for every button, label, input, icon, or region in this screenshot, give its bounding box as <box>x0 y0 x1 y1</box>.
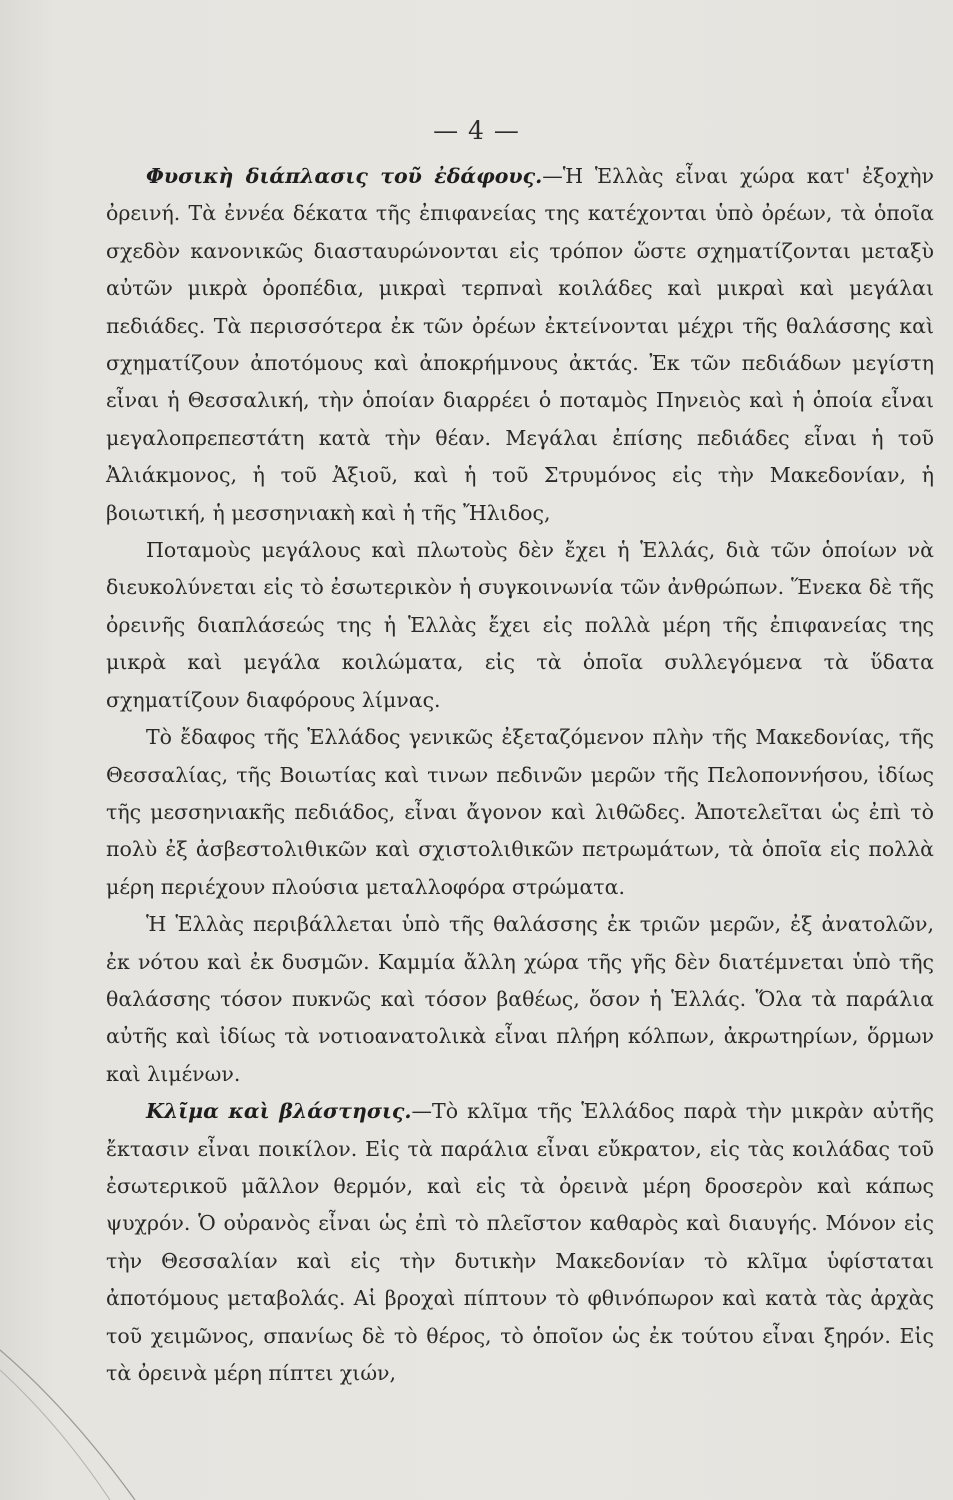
paragraph-rivers <box>106 532 934 719</box>
section-heading-climate: Κλῖμα καὶ βλάστησις. <box>146 1099 412 1124</box>
page-number: — 4 — <box>433 116 520 145</box>
paragraph-text: Ποταμοὺς μεγάλους καὶ πλωτοὺς δὲν ἔχει ἡ Ἑλλάς, διὰ τῶν ὁποίων νὰ διευκολύνεται εἰς τὸ ἐσωτερικὸν ἡ συγκοινωνία τῶν ἀνθρώπων. Ἕνεκα δὲ τῆς ὀρεινῆς διαπλάσεώς της ἡ Ἑλλὰς ἔχει εἰς πολλὰ μέρη τῆς ἐπιφανείας της μικρὰ καὶ μεγάλα κοιλώματα, εἰς τὰ ὁποῖα συλλεγόμενα τὰ ὕδατα σχηματίζουν διαφόρους λίμνας. <box>106 538 934 712</box>
paragraph-text: Ἡ Ἑλλὰς περιβάλλεται ὑπὸ τῆς θαλάσσης ἐκ τριῶν μερῶν, ἐξ ἀνατολῶν, ἐκ νότου καὶ ἐκ δυσμῶν. Καμμία ἄλλη χώρα τῆς γῆς δὲν διατέμνεται ὑπὸ τῆς θαλάσσης τόσον πυκνῶς καὶ τόσον βαθέως, ὅσον ἡ Ἑλλάς. Ὅλα τὰ παράλια αὐτῆς καὶ ἰδίως τὰ νοτιοανατολικὰ εἶναι πλήρη κόλπων, ἀκρωτηρίων, ὅρμων καὶ λιμένων. <box>106 912 934 1086</box>
paragraph-sea <box>106 906 934 1093</box>
paragraph-climate <box>106 1093 934 1392</box>
paragraph-text: —Τὸ κλῖμα τῆς Ἑλλάδος παρὰ τὴν μικρὰν αὐτῆς ἔκτασιν εἶναι ποικίλον. Εἰς τὰ παράλια εἶναι εὔκρατον, εἰς τὰς κοιλάδας τοῦ ἐσωτερικοῦ μᾶλλον θερμόν, καὶ εἰς τὰ ὀρεινὰ μέρη δροσερὸν καὶ κάπως ψυχρόν. Ὁ οὐρανὸς εἶναι ὡς ἐπὶ τὸ πλεῖστον καθαρὸς καὶ διαυγής. Μόνον εἰς τὴν Θεσσαλίαν καὶ εἰς τὴν δυτικὴν Μακεδονίαν τὸ κλῖμα ὑφίσταται ἀποτόμους μεταβολάς. Αἱ βροχαὶ πίπτουν τὸ φθινόπωρον καὶ κατὰ τὰς ἀρχὰς τοῦ χειμῶνος, σπανίως δὲ τὸ θέρος, τὸ ὁποῖον ὡς ἐκ τούτου εἶναι ξηρόν. Εἰς τὰ ὀρεινὰ μέρη πίπτει χιών, <box>106 1099 934 1385</box>
paragraph-soil <box>106 719 934 906</box>
paragraph-text: Τὸ ἔδαφος τῆς Ἑλλάδος γενικῶς ἐξεταζόμενον πλὴν τῆς Μακεδονίας, τῆς Θεσσαλίας, τῆς Βοιωτίας καὶ τινων πεδινῶν μερῶν τῆς Πελοποννήσου, ἰδίως τῆς μεσσηνιακῆς πεδιάδος, εἶναι ἄγονον καὶ λιθῶδες. Ἀποτελεῖται ὡς ἐπὶ τὸ πολὺ ἐξ ἀσβεστολιθικῶν καὶ σχιστολιθικῶν πετρωμάτων, τὰ ὁποῖα εἰς πολλὰ μέρη περιέχουν πλούσια μεταλλοφόρα στρώματα. <box>106 725 934 899</box>
paragraph-physical-formation <box>106 158 934 532</box>
paragraph-text: —Ἡ Ἑλλὰς εἶναι χώρα κατ' ἐξοχὴν ὀρεινή. Τὰ ἐννέα δέκατα τῆς ἐπιφανείας της κατέχονται ὑπὸ ὀρέων, τὰ ὁποῖα σχεδὸν κανονικῶς διασταυρώνονται εἰς τρόπον ὥστε σχηματίζονται μεταξὺ αὐτῶν μικρὰ ὀροπέδια, μικραὶ τερπναὶ κοιλάδες καὶ μικραὶ καὶ μεγάλαι πεδιάδες. Τὰ περισσότερα ἐκ τῶν ὀρέων ἐκτείνονται μέχρι τῆς θαλάσσης καὶ σχηματίζουν ἀποτόμους καὶ ἀποκρήμνους ἀκτάς. Ἐκ τῶν πεδιάδων μεγίστη εἶναι ἡ Θεσσαλική, τὴν ὁποίαν διαρρέει ὁ ποταμὸς Πηνειὸς καὶ ἡ ὁποία εἶναι μεγαλοπρεπεστάτη κατὰ τὴν θέαν. Μεγάλαι ἐπίσης πεδιάδες εἶναι ἡ τοῦ Ἀλιάκμονος, ἡ τοῦ Ἀξιοῦ, καὶ ἡ τοῦ Στρυμόνος εἰς τὴν Μακεδονίαν, ἡ βοιωτική, ἡ μεσσηνιακὴ καὶ ἡ τῆς Ἤλιδος, <box>106 164 934 525</box>
body-text <box>106 158 934 1392</box>
section-heading-physical: Φυσικὴ διάπλασις τοῦ ἐδάφους. <box>146 164 543 188</box>
